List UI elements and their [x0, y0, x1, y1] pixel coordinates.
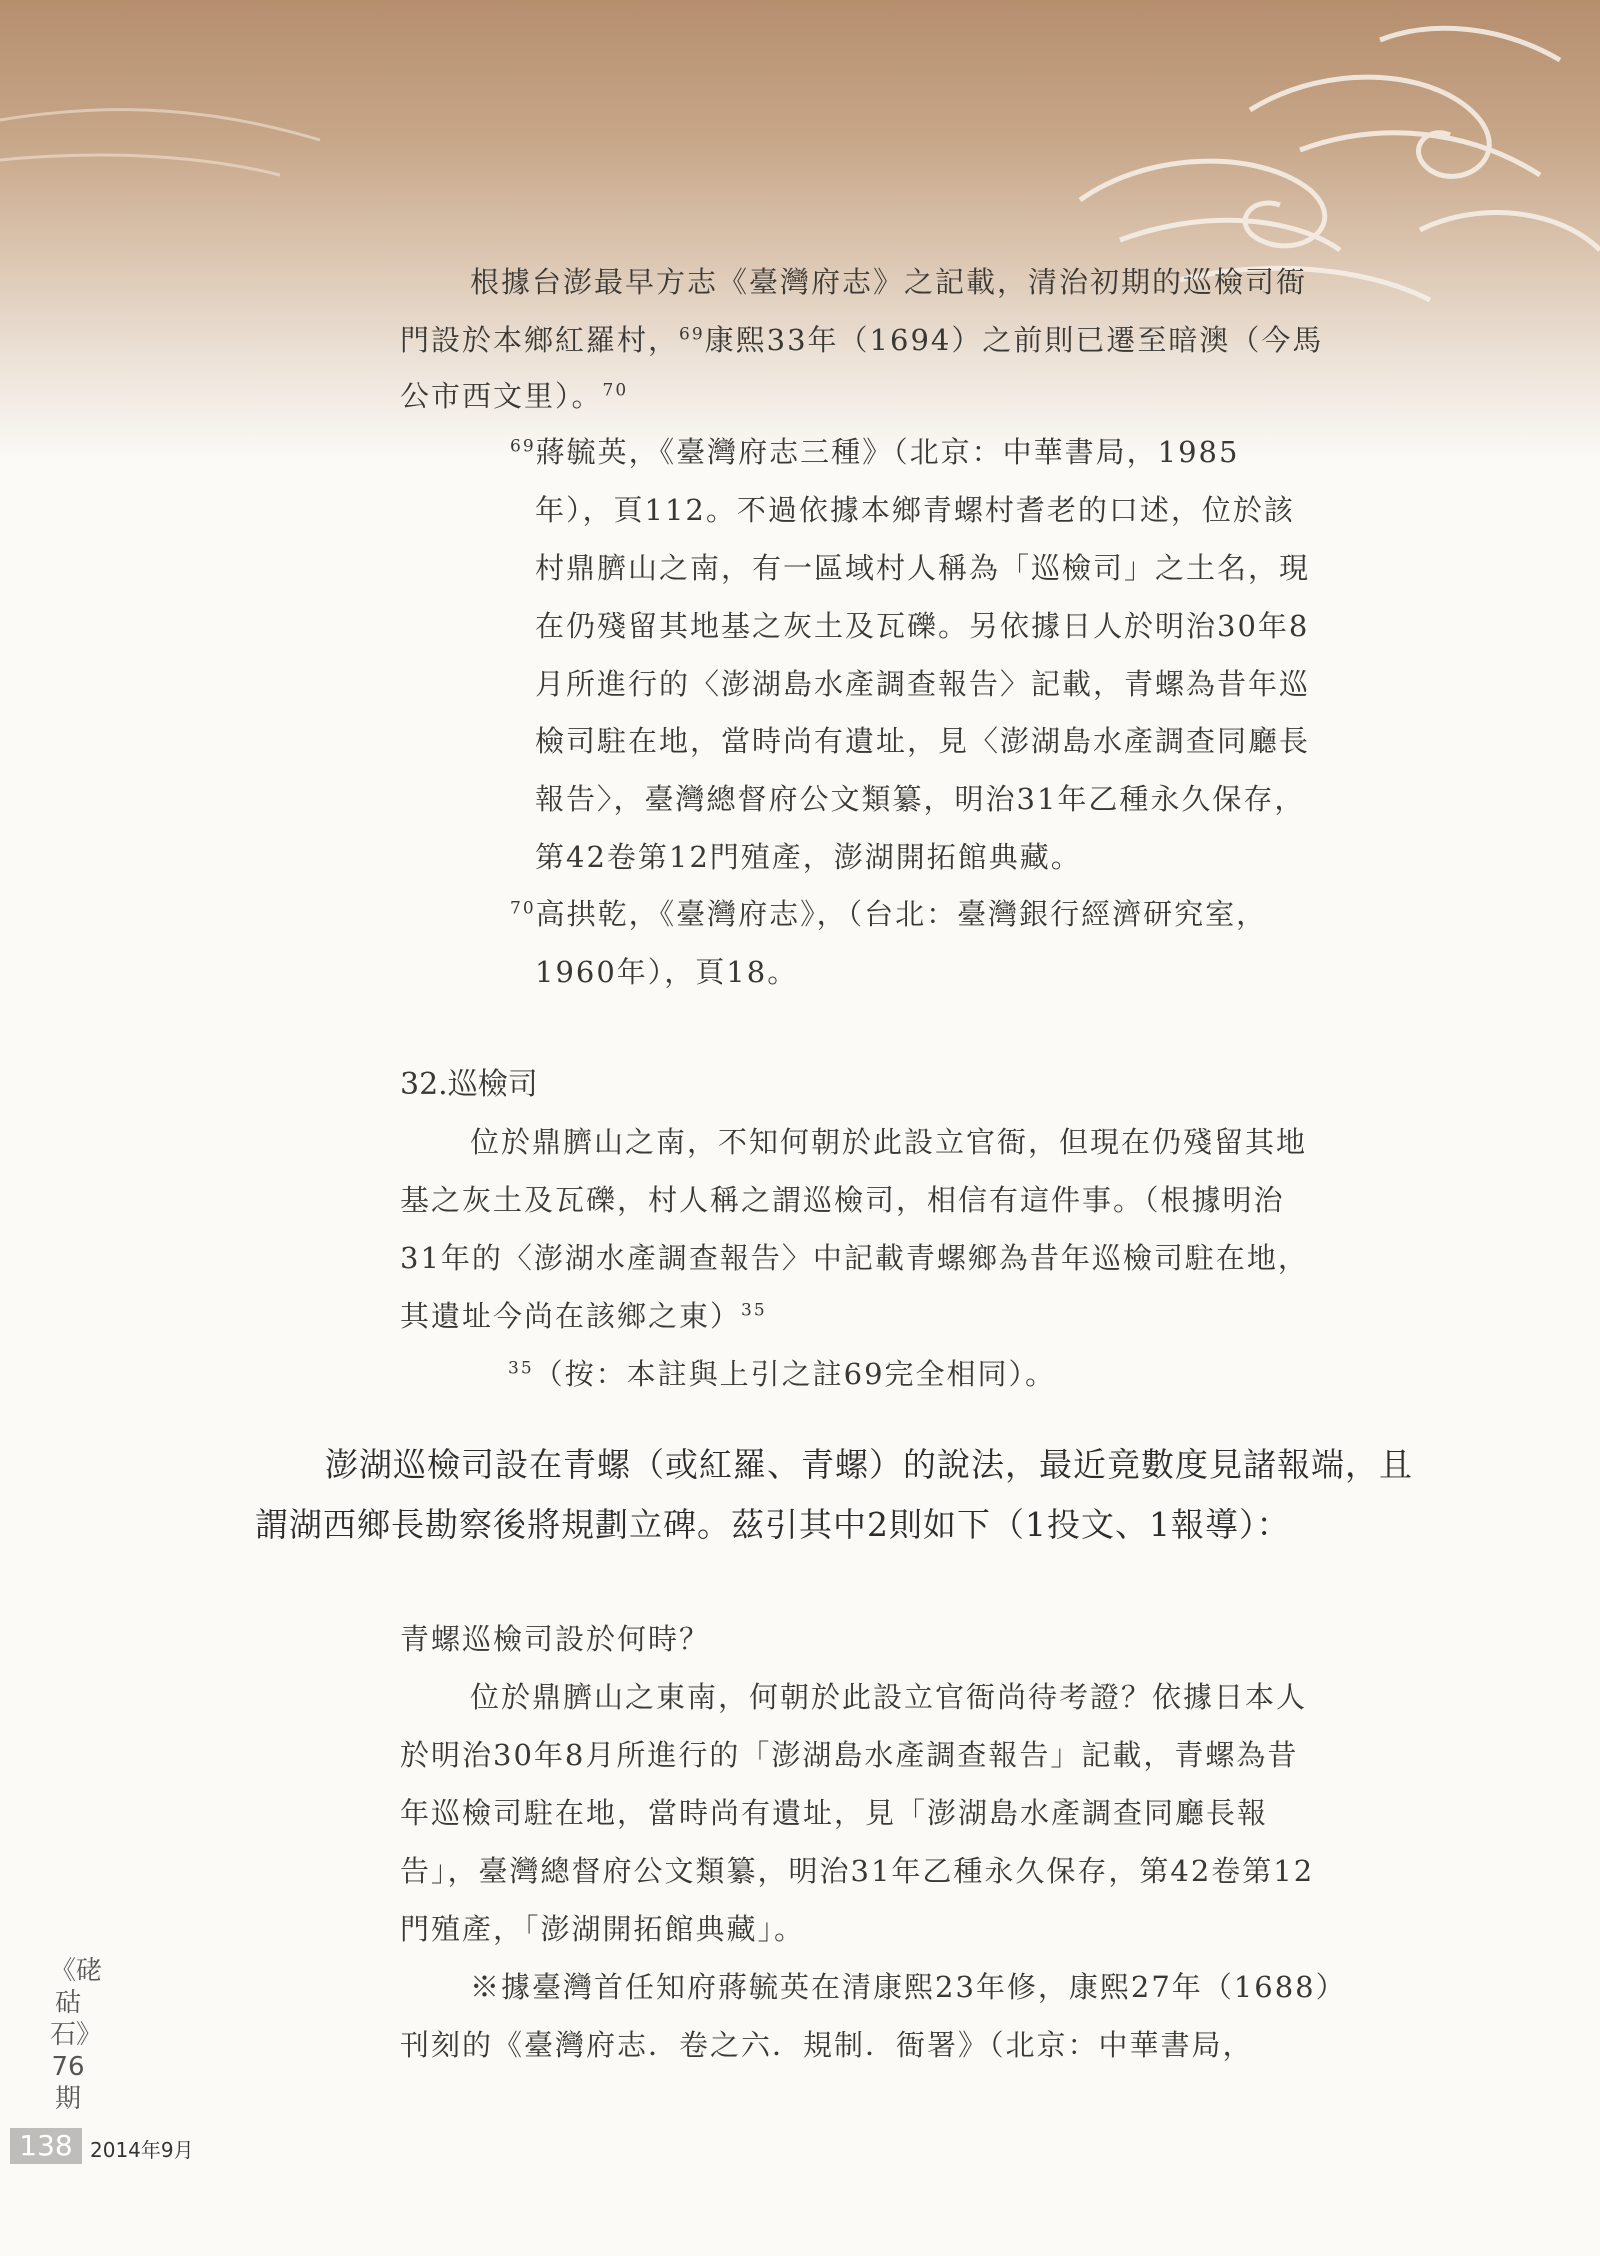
letter-line-5: 門殖產，「澎湖開拓館典藏」。	[400, 1912, 806, 1946]
footnote-69-mark: 69	[510, 436, 536, 457]
footnote-ref-69: 69	[679, 324, 705, 345]
letter-line-7: 刊刻的《臺灣府志．卷之六．規制．衙署》（北京：中華書局，	[400, 2028, 1254, 2062]
footnote-70-line-2: 1960年），頁18。	[535, 955, 799, 989]
footnote-35	[508, 1357, 1057, 1391]
letter-line-1: 位於鼎臍山之東南，何朝於此設立官衙尚待考證？依據日本人	[470, 1680, 1308, 1714]
section-32-line-4	[400, 1299, 767, 1333]
passage1-line-1: 根據台澎最早方志《臺灣府志》之記載，清治初期的巡檢司衙	[470, 265, 1308, 299]
section-32-line-2: 基之灰土及瓦礫，村人稱之謂巡檢司，相信有這件事。（根據明治	[400, 1183, 1285, 1217]
magazine-title-vertical: 《硓𥑮石》76期	[50, 1956, 103, 2114]
letter-heading: 青螺巡檢司設於何時？	[400, 1622, 711, 1656]
letter-line-2: 於明治30年8月所進行的「澎湖島水產調查報告」記載，青螺為昔	[400, 1738, 1299, 1772]
footnote-70-text: 高拱乾，《臺灣府志》，（台北：臺灣銀行經濟研究室，	[535, 897, 1268, 931]
footnote-ref-35: 35	[741, 1300, 767, 1321]
footnote-70-mark: 70	[510, 898, 536, 919]
issue-date: 2014年9月	[90, 2138, 194, 2162]
footnote-69-line-7: 報告〉，臺灣總督府公文類纂，明治31年乙種永久保存，	[535, 782, 1306, 816]
passage1-line-2-cont: 康熙33年（1694）之前則已遷至暗澳（今馬	[704, 323, 1324, 357]
footnote-69-text: 蔣毓英，《臺灣府志三種》（北京：中華書局，1985	[535, 435, 1240, 469]
section-32-line-4-text: 其遺址今尚在該鄉之東）	[400, 1299, 742, 1333]
footnote-69-line-4: 在仍殘留其地基之灰土及瓦礫。另依據日人於明治30年8	[535, 609, 1310, 643]
section-32-line-3: 31年的〈澎湖水產調查報告〉中記載青螺鄉為昔年巡檢司駐在地，	[400, 1241, 1309, 1275]
section-32-line-1: 位於鼎臍山之南，不知何朝於此設立官衙，但現在仍殘留其地	[470, 1125, 1308, 1159]
section-32-heading: 32.巡檢司	[400, 1067, 538, 1102]
footnote-70-line-1	[510, 897, 1268, 931]
passage1-line-3-text: 公市西文里）。	[400, 379, 603, 413]
footnote-69-line-5: 月所進行的〈澎湖島水產調查報告〉記載，青螺為昔年巡	[535, 667, 1311, 701]
body-line-2: 謂湖西鄉長勘察後將規劃立碑。茲引其中2則如下（1投文、1報導）：	[255, 1505, 1291, 1544]
footnote-69-line-6: 檢司駐在地，當時尚有遺址，見〈澎湖島水產調查同廳長	[535, 724, 1311, 758]
letter-line-3: 年巡檢司駐在地，當時尚有遺址，見「澎湖島水產調查同廳長報	[400, 1796, 1269, 1830]
footnote-69-line-1	[510, 435, 1240, 469]
footnote-69-line-3: 村鼎臍山之南，有一區域村人稱為「巡檢司」之土名，現	[535, 551, 1311, 585]
letter-line-4: 告」，臺灣總督府公文類纂，明治31年乙種永久保存，第42卷第12	[400, 1854, 1315, 1888]
page-number: 138	[10, 2128, 82, 2164]
passage1-line-2	[400, 323, 1324, 357]
footnote-35-mark: 35	[508, 1358, 534, 1379]
letter-line-6: ※據臺灣首任知府蔣毓英在清康熙23年修，康熙27年（1688）	[470, 1970, 1347, 2004]
footnote-69-line-8: 第42卷第12門殖產，澎湖開拓館典藏。	[535, 840, 1082, 874]
passage1-line-3	[400, 379, 629, 413]
footnote-69-line-2: 年），頁112。不過依據本鄉青螺村耆老的口述，位於該	[535, 493, 1295, 527]
footnote-ref-70: 70	[602, 380, 629, 401]
passage1-line-2-text: 門設於本鄉紅羅村，	[400, 323, 680, 357]
body-line-1: 澎湖巡檢司設在青螺（或紅羅、青螺）的說法，最近竟數度見諸報端，且	[325, 1445, 1413, 1484]
footnote-35-text: （按：本註與上引之註69完全相同）。	[533, 1357, 1057, 1391]
